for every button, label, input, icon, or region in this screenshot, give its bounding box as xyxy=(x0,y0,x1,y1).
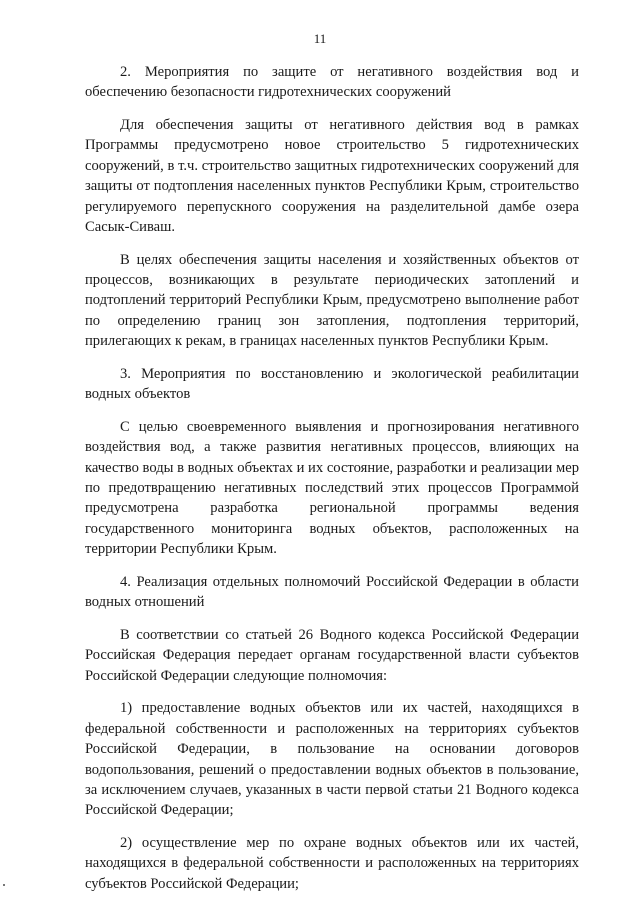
section-heading-2: 2. Мероприятия по защите от негативного воздействия вод и обеспечению безопасности гидротехнических сооружений xyxy=(85,64,579,101)
paragraph-article-26: В соответствии со статьей 26 Водного кодекса Российской Федерации Российская Федерация передает органам государственной власти субъектов Российской Федерации следующие полномочия: xyxy=(85,626,579,684)
section-heading-4: 4. Реализация отдельных полномочий Российской Федерации в области водных отношений xyxy=(85,573,579,611)
paragraph-water-monitoring: С целью своевременного выявления и прогнозирования негативного воздействия вод, а также развития негативных процессов, влияющих на качество воды в водных объектах и их состояние, разработки и реализации мер по предотвращению негативных последствий этих процессов Программой предусмотрена разработка региональной программы ведения государственного мониторинга водных объектов, расположенных на территории Республики Крым. xyxy=(85,418,579,558)
section-heading-3: 3. Мероприятия по восстановлению и экологической реабилитации водных объектов xyxy=(85,365,579,403)
page-number: 11 xyxy=(313,31,327,46)
list-item-1: 1) предоставление водных объектов или их частей, находящихся в федеральной собственности и расположенных на территориях субъектов Российской Федерации, в пользование на основании договоров водопользования, решений о предоставлении водных объектов в пользование, за исключением случаев, указанных в части первой статьи 21 Водного кодекса Российской Федерации; xyxy=(85,700,579,819)
paragraph-flood-protection: В целях обеспечения защиты населения и хозяйственных объектов от процессов, возникающих в результате периодических затоплений и подтоплений территорий Республики Крым, предусмотрено выполнение работ по определению границ зон затопления, подтопления территорий, прилегающих к рекам, в границах населенных пунктов Республики Крым. xyxy=(85,251,579,350)
list-item-2: 2) осуществление мер по охране водных объектов или их частей, находящихся в федеральной собственности и расположенных на территориях субъектов Российской Федерации; xyxy=(85,834,579,892)
scan-speck xyxy=(3,884,5,886)
paragraph-hydro-construction: Для обеспечения защиты от негативного действия вод в рамках Программы предусмотрено новое строительство 5 гидротехнических сооружений, в т.ч. строительство защитных гидротехнических сооружений для защиты от подтопления населенных пунктов Республики Крым, строительство регулируемого перепускного сооружения на разделительной дамбе озера Сасык-Сиваш. xyxy=(85,117,579,236)
document-body xyxy=(85,62,579,906)
